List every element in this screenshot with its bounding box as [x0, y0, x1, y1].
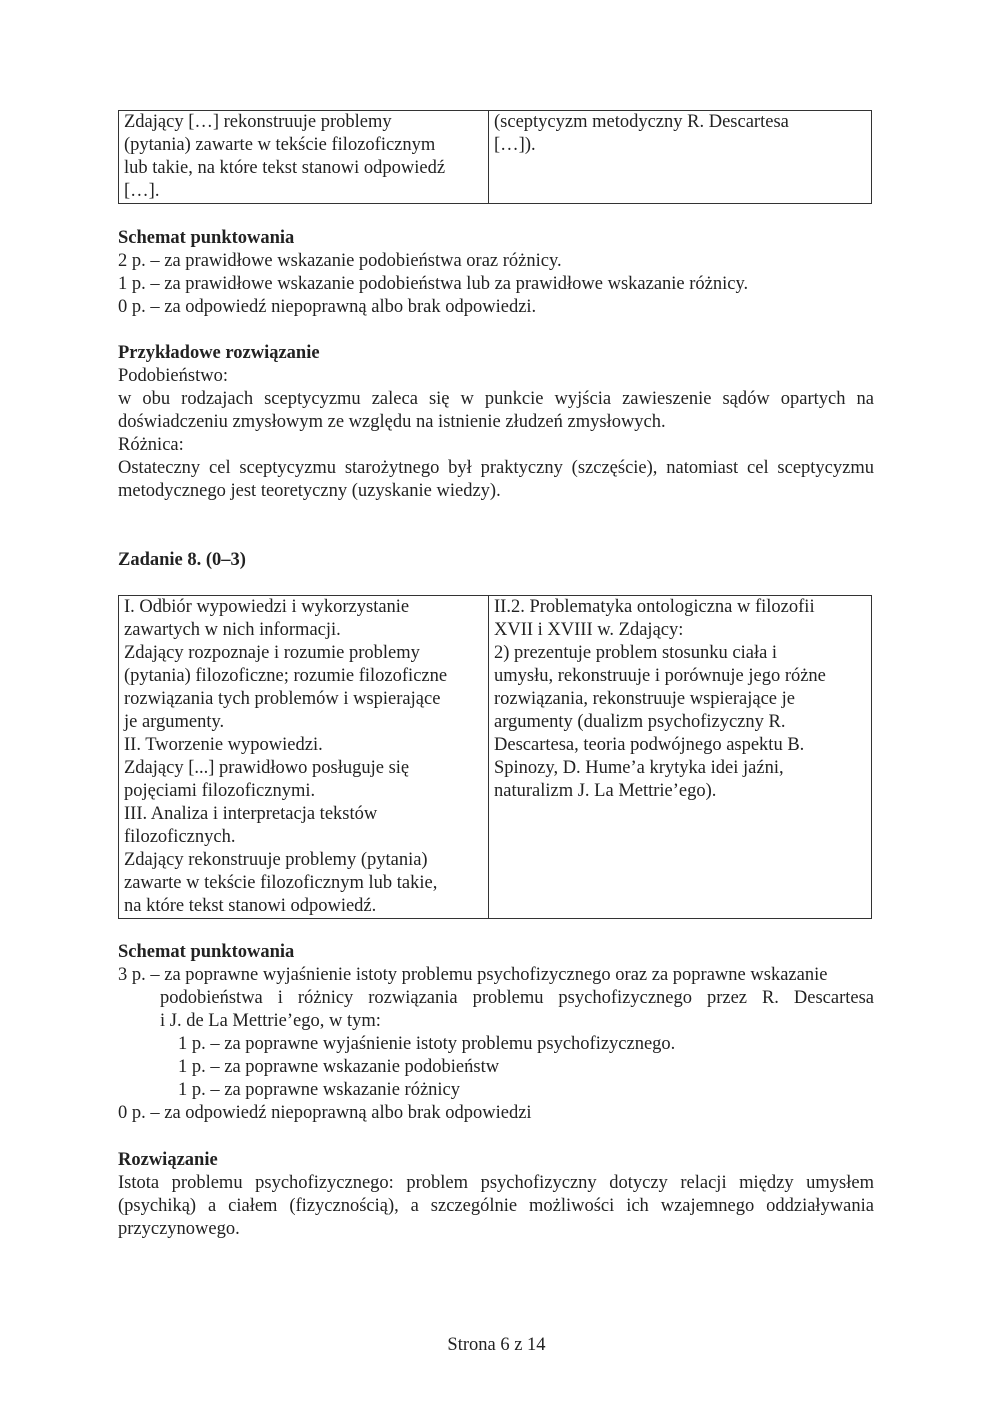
- cell-line: II.2. Problematyka ontologiczna w filozofii: [494, 597, 815, 617]
- general-requirements-cell: [119, 596, 489, 919]
- cell-line: Zdający rozpoznaje i rozumie problemy: [124, 643, 420, 663]
- scoring-text: – za odpowiedź niepoprawną albo brak odpowiedzi.: [145, 297, 537, 317]
- cell-line: zawartych w nich informacji.: [124, 620, 341, 640]
- scoring-heading: Schemat punktowania: [118, 228, 295, 248]
- scoring-subitem: 1 p. – za poprawne wyjaśnienie istoty problemu psychofizycznego.: [178, 1034, 676, 1054]
- cell-line: filozoficznych.: [124, 827, 236, 847]
- scoring-item: [118, 296, 874, 319]
- example-heading: Przykładowe rozwiązanie: [118, 343, 320, 363]
- cell-line: II. Tworzenie wypowiedzi.: [124, 735, 323, 755]
- scoring-subitem: 1 p. – za poprawne wskazanie różnicy: [178, 1080, 461, 1100]
- cell-line: (sceptycyzm metodyczny R. Descartesa: [494, 112, 789, 132]
- scoring-item-continued: podobieństwa i różnicy rozwiązania problemu psychofizycznego przez R. Descartesa: [160, 988, 874, 1008]
- cell-line: 2) prezentuje problem stosunku ciała i: [494, 643, 778, 663]
- scoring-subitem: 1 p. – za poprawne wskazanie podobieństw: [178, 1057, 500, 1077]
- similarity-label: Podobieństwo:: [118, 366, 228, 386]
- cell-line: Zdający […] rekonstruuje problemy: [124, 112, 392, 132]
- cell-line: […].: [124, 181, 160, 201]
- points: 0 p.: [118, 297, 146, 317]
- scoring-heading: Schemat punktowania: [118, 942, 295, 962]
- cell-line: I. Odbiór wypowiedzi i wykorzystanie: [124, 597, 410, 617]
- scoring-text: – za prawidłowe wskazanie podobieństwa oraz różnicy.: [145, 251, 562, 271]
- general-requirements-cell: [119, 111, 489, 204]
- solution-heading: Rozwiązanie: [118, 1150, 218, 1170]
- difference-text: Ostateczny cel sceptycyzmu starożytnego był praktyczny (szczęście), natomiast cel sceptycyzmu metodycznego jest teoretyczny (uzyskanie wiedzy).: [118, 458, 874, 501]
- page-number: Strona 6 z 14: [447, 1335, 546, 1355]
- cell-line: umysłu, rekonstruuje i porównuje jego różne: [494, 666, 826, 686]
- scoring-item: 3 p. – za poprawne wyjaśnienie istoty problemu psychofizycznego oraz za poprawne wskazanie: [118, 965, 828, 985]
- requirements-table-continued: [118, 110, 872, 204]
- cell-line: Descartesa, teoria podwójnego aspektu B.: [494, 735, 805, 755]
- specific-requirements-cell: [489, 111, 872, 204]
- requirements-table: [118, 595, 872, 919]
- cell-line: […]).: [494, 135, 536, 155]
- scoring-item: [118, 250, 874, 273]
- cell-line: argumenty (dualizm psychofizyczny R.: [494, 712, 786, 732]
- solution-text: Istota problemu psychofizycznego: problem psychofizyczny dotyczy relacji między umysłem (psychiką) a ciałem (fizycznością), a szczególnie możliwości ich wzajemnego oddziaływania przyczynowego.: [118, 1173, 874, 1239]
- scoring-item-continued: i J. de La Mettrie’ego, w tym:: [160, 1011, 381, 1031]
- example-solution: [118, 342, 874, 503]
- scoring-item: [118, 273, 874, 296]
- cell-line: je argumenty.: [124, 712, 225, 732]
- cell-line: na które tekst stanowi odpowiedź.: [124, 896, 377, 916]
- cell-line: rozwiązania tych problemów i wspierające: [124, 689, 441, 709]
- points: 2 p.: [118, 251, 146, 271]
- specific-requirements-cell: [489, 596, 872, 919]
- cell-line: lub takie, na które tekst stanowi odpowiedź: [124, 158, 446, 178]
- scoring-item: 0 p. – za odpowiedź niepoprawną albo brak odpowiedzi: [118, 1103, 532, 1123]
- cell-line: pojęciami filozoficznymi.: [124, 781, 316, 801]
- scoring-scheme-1: [118, 227, 874, 319]
- cell-line: Spinozy, D. Hume’a krytyka idei jaźni,: [494, 758, 784, 778]
- cell-line: XVII i XVIII w. Zdający:: [494, 620, 684, 640]
- points: 1 p.: [118, 274, 146, 294]
- similarity-text: w obu rodzajach sceptycyzmu zaleca się w punkcie wyjścia zawieszenie sądów opartych na doświadczeniu zmysłowym ze względu na istnienie złudzeń zmysłowych.: [118, 389, 874, 432]
- cell-line: (pytania) filozoficzne; rozumie filozoficzne: [124, 666, 448, 686]
- cell-line: Zdający rekonstruuje problemy (pytania): [124, 850, 428, 870]
- cell-line: zawarte w tekście filozoficznym lub takie,: [124, 873, 438, 893]
- cell-line: naturalizm J. La Mettrie’ego).: [494, 781, 717, 801]
- scoring-text: – za prawidłowe wskazanie podobieństwa lub za prawidłowe wskazanie różnicy.: [145, 274, 749, 294]
- solution: [118, 1149, 874, 1241]
- task-title: Zadanie 8. (0–3): [118, 550, 246, 570]
- cell-line: rozwiązania, rekonstruuje wspierające je: [494, 689, 795, 709]
- cell-line: III. Analiza i interpretacja tekstów: [124, 804, 378, 824]
- cell-line: Zdający [...] prawidłowo posługuje się: [124, 758, 410, 778]
- scoring-scheme-2: [118, 941, 874, 1125]
- difference-label: Różnica:: [118, 435, 184, 455]
- cell-line: (pytania) zawarte w tekście filozoficznym: [124, 135, 436, 155]
